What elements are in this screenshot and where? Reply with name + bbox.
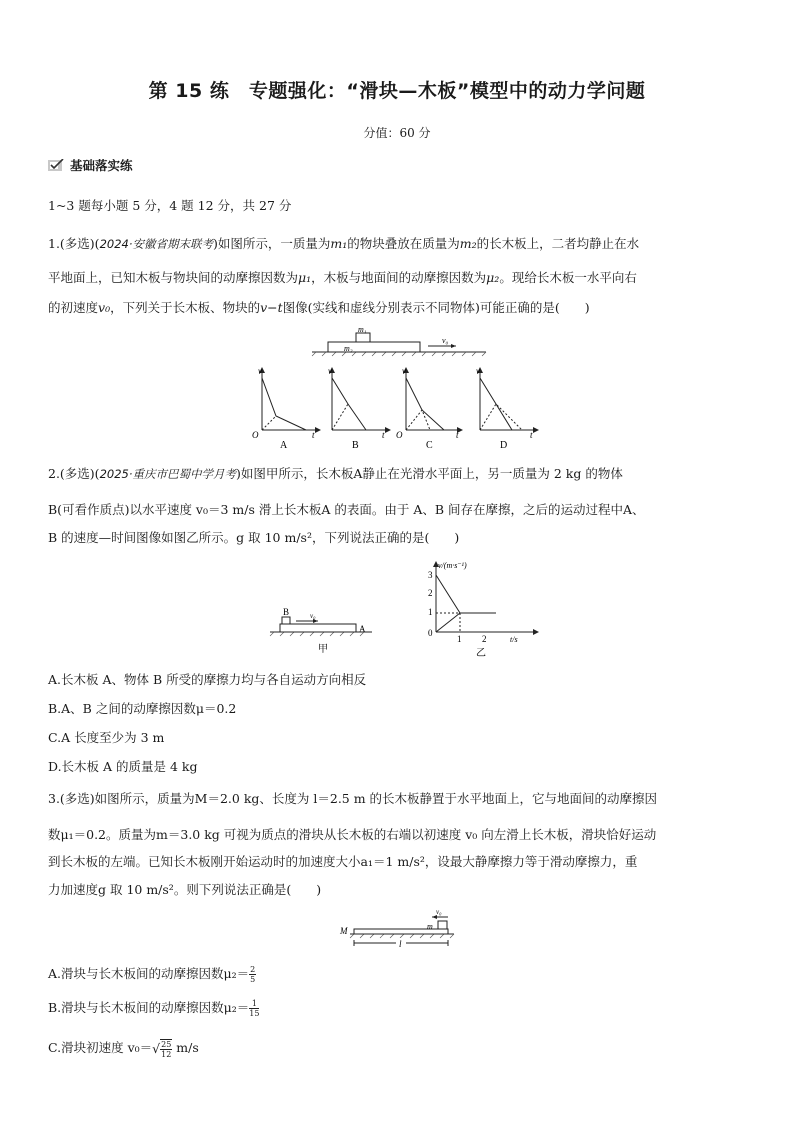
svg-text:t: t — [382, 430, 385, 440]
long-board — [328, 342, 420, 352]
svg-text:v: v — [476, 366, 480, 376]
q2-vt-chart — [420, 556, 544, 660]
q3-option-c: C.滑块初速度 v₀＝√ $\frac{25}{12}$ m/s — [48, 1039, 199, 1059]
q2-figure-a — [266, 600, 376, 656]
block — [356, 333, 370, 342]
fraction: $\frac{1}{15}$ — [249, 999, 260, 1018]
q2-option-c: C.A 长度至少为 3 m — [48, 730, 165, 745]
q3-board-figure — [338, 904, 458, 950]
score-label: 分值：60 分 — [363, 126, 431, 140]
q2-option-d: D.长木板 A 的质量是 4 kg — [48, 759, 198, 774]
y-tick-2: 2 — [428, 588, 433, 598]
y-tick-1: 1 — [428, 607, 433, 617]
svg-text:t: t — [456, 430, 459, 440]
block-b — [282, 617, 290, 624]
svg-text:B: B — [283, 607, 290, 617]
svg-text:t: t — [312, 430, 315, 440]
fraction: $\frac{2}{5}$ — [250, 965, 256, 984]
fraction: $\frac{25}{12}$ — [161, 1039, 172, 1059]
section-heading — [48, 156, 133, 174]
svg-text:m₁: m₁ — [358, 325, 367, 334]
page-title: 第 15 练 专题强化：“滑块—木板”模型中的动力学问题 — [148, 80, 646, 102]
option-graph-c — [396, 366, 462, 451]
y-tick-0: 0 — [428, 628, 433, 638]
checklist-icon — [48, 159, 64, 172]
svg-text:A: A — [280, 440, 288, 451]
q1-line-1: 1.(多选)(2024·安徽省期末联考)如图所示，一质量为m₁的物块叠放在质量为m₂的长木板上，二者均静止在水 — [48, 236, 640, 251]
board-a — [280, 624, 356, 632]
svg-text:v: v — [258, 366, 262, 376]
q2-line-1: 2.(多选)(2025·重庆市巴蜀中学月考)如图甲所示，长木板A静止在光滑水平面上，另一质量为 2 kg 的物体 — [48, 466, 623, 481]
q2-line-3: B 的速度—时间图像如图乙所示。g 取 10 m/s²，下列说法正确的是( ) — [48, 530, 460, 545]
option-graph-a — [252, 366, 320, 451]
svg-text:B: B — [352, 440, 359, 451]
y-axis-label: v/(m·s⁻¹) — [438, 561, 467, 570]
q3-line-1: 3.(多选)如图所示，质量为M＝2.0 kg、长度为 l＝2.5 m 的长木板静置于水平地面上，它与地面间的动摩擦因 — [48, 791, 658, 806]
svg-text:v₀: v₀ — [436, 908, 442, 916]
svg-text:t: t — [530, 430, 533, 440]
q3-line-2: 数μ₁＝0.2。质量为m＝3.0 kg 可视为质点的滑块从长木板的右端以初速度 v₀ 向左滑上长木板，滑块恰好运动 — [48, 827, 657, 842]
option-graph-d — [476, 366, 538, 451]
x-axis-label: t/s — [510, 635, 518, 644]
q1-line-2: 平地面上，已知木板与物块间的动摩擦因数为μ₁，木板与地面间的动摩擦因数为μ₂。现给长木板一水平向右 — [48, 270, 637, 285]
option-graph-b — [328, 366, 390, 451]
svg-text:O: O — [396, 430, 403, 440]
svg-text:l: l — [399, 939, 402, 949]
series-a-line — [436, 613, 460, 632]
series-b-line — [436, 575, 496, 613]
q2-option-a: A.长木板 A、物体 B 所受的摩擦力均与各自运动方向相反 — [48, 672, 367, 687]
q1-line-3: 的初速度v₀，下列关于长木板、物块的v−t图像(实线和虚线分别表示不同物体)可能正确的是( ) — [48, 300, 590, 315]
x-tick-2: 2 — [482, 634, 487, 644]
q3-option-b: B.滑块与长木板间的动摩擦因数μ₂＝ $\frac{1}{15}$ — [48, 999, 260, 1018]
svg-text:v: v — [402, 366, 406, 376]
svg-text:m₂: m₂ — [344, 344, 353, 353]
svg-text:D: D — [500, 440, 508, 451]
svg-text:v: v — [328, 366, 332, 376]
q2-source: 2025·重庆市巴蜀中学月考 — [99, 467, 236, 481]
q1-board-figure — [310, 322, 490, 358]
svg-text:C: C — [426, 440, 433, 451]
svg-text:v₀: v₀ — [442, 336, 449, 345]
svg-text:m: m — [427, 922, 433, 931]
y-tick-3: 3 — [428, 570, 433, 580]
q3-line-4: 力加速度g 取 10 m/s²。则下列说法正确是( ) — [48, 882, 322, 897]
q1-vt-graphs — [250, 364, 550, 456]
q3-option-a: A.滑块与长木板间的动摩擦因数μ₂＝ $\frac{2}{5}$ — [48, 965, 256, 984]
q1-source: 2024·安徽省期末联考 — [99, 237, 213, 251]
svg-text:甲: 甲 — [318, 644, 328, 655]
sqrt-symbol: √ — [152, 1041, 161, 1056]
svg-text:M: M — [340, 926, 348, 936]
svg-text:O: O — [252, 430, 259, 440]
svg-text:A: A — [359, 624, 366, 634]
section-title: 基础落实练 — [70, 158, 133, 173]
q3-line-3: 到长木板的左端。已知长木板刚开始运动时的加速度大小a₁＝1 m/s²，设最大静摩擦力等于滑动摩擦力，重 — [48, 854, 638, 869]
figure-caption: 乙 — [476, 648, 486, 659]
svg-text:v₀: v₀ — [310, 612, 316, 620]
long-board-m — [354, 929, 448, 934]
scoring-note: 1~3 题每小题 5 分，4 题 12 分，共 27 分 — [48, 198, 292, 213]
q2-option-b: B.A、B 之间的动摩擦因数μ＝0.2 — [48, 701, 237, 716]
x-tick-1: 1 — [457, 634, 462, 644]
slider-m — [438, 921, 447, 929]
q2-line-2: B(可看作质点)以水平速度 v₀＝3 m/s 滑上长木板A 的表面。由于 A、B 间存在摩擦，之后的运动过程中A、 — [48, 502, 645, 517]
